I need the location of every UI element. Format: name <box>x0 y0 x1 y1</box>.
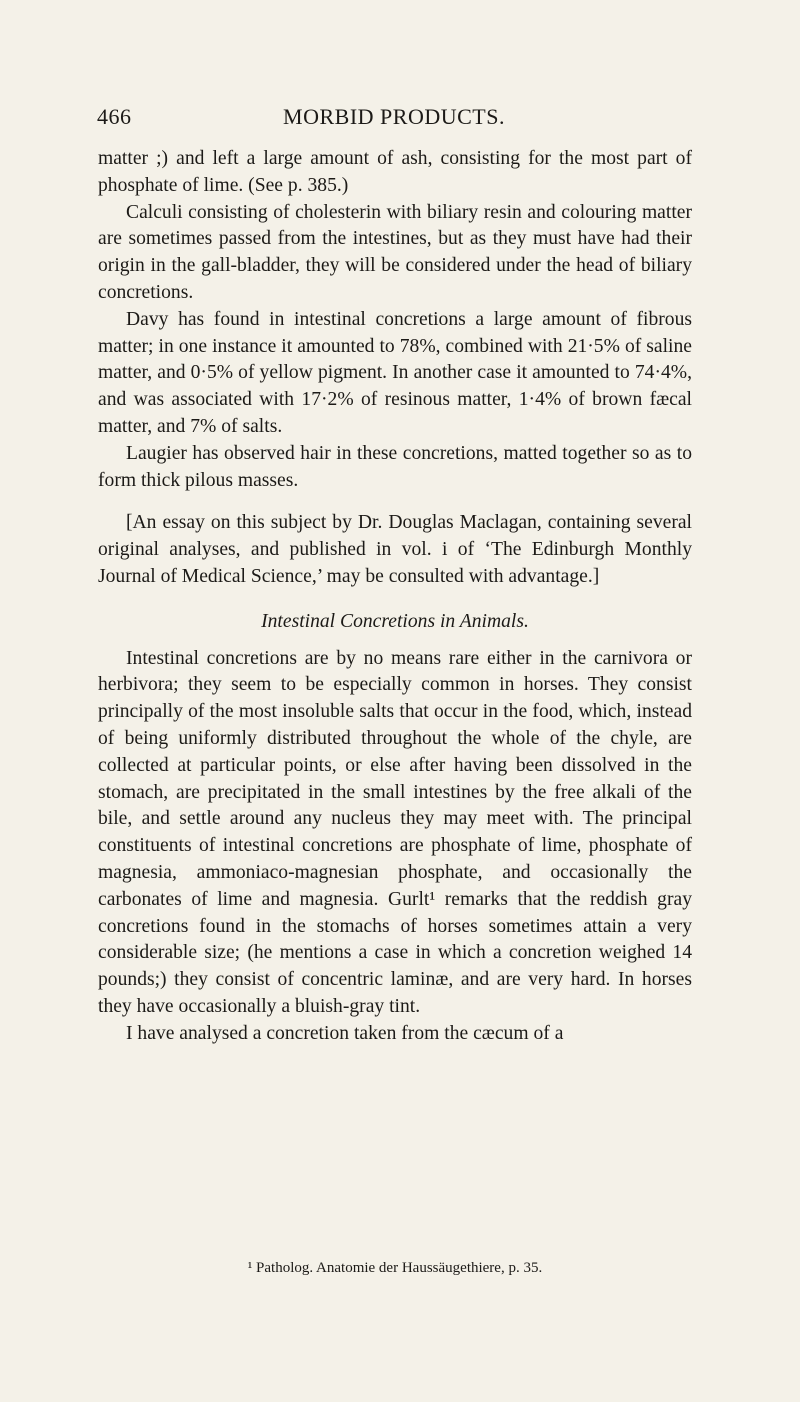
page-header <box>97 104 691 134</box>
paragraph-essay-note: [An essay on this subject by Dr. Douglas Maclagan, containing several original analyses, and published in vol. i of ‘The Edinburgh Monthly Journal of Medical Science,’ may be consulted with advantage.] <box>98 512 692 587</box>
paragraph-analysis: I have analysed a concretion taken from the cæcum of a <box>126 1022 564 1044</box>
running-head: MORBID PRODUCTS. <box>283 104 505 129</box>
body-text <box>98 146 692 1048</box>
paragraph-continuation: matter ;) and left a large amount of ash, consisting for the most part of phosphate of lime. (See p. 385.) <box>98 148 692 196</box>
paragraph-intestinal-concretions: Intestinal concretions are by no means rare either in the carnivora or herbivora; they seem to be especially common in horses. They consist principally of the most insoluble salts that occur in the food, which, instead of being uniformly distributed throughout the whole of the chyle, are collected at particular points, or else after having been dissolved in the stomach, are precipitated in the small intestines by the free alkali of the bile, and settle around any nucleus they may meet with. The principal constituents of intestinal concretions are phosphate of lime, phosphate of magnesia, ammoniaco-magnesian phosphate, and occasionally the carbonates of lime and magnesia. Gurlt¹ remarks that the reddish gray concretions found in the stomachs of horses sometimes attain a very considerable size; (he mentions a case in which a concretion weighed 14 pounds;) they consist of concentric laminæ, and are very hard. In horses they have occasionally a bluish-gray tint. <box>98 647 692 1017</box>
paragraph-calculi: Calculi consisting of cholesterin with biliary resin and colouring matter are sometimes passed from the intestines, but as they must have had their origin in the gall-bladder, they will be considered under the head of biliary concretions. <box>98 201 692 303</box>
footnote: ¹ Patholog. Anatomie der Haussäugethiere, p. 35. <box>247 1260 543 1276</box>
paragraph-davy: Davy has found in intestinal concretions a large amount of fibrous matter; in one instance it amounted to 78%, combined with 21·5% of saline matter, and 0·5% of yellow pigment. In another case it amounted to 74·4%, and was associated with 17·2% of resinous matter, 1·4% of brown fæcal matter, and 7% of salts. <box>98 308 692 437</box>
page-number: 466 <box>97 104 132 129</box>
paragraph-laugier: Laugier has observed hair in these concretions, matted together so as to form thick pilous masses. <box>98 442 692 491</box>
section-title: Intestinal Concretions in Animals. <box>261 610 529 632</box>
